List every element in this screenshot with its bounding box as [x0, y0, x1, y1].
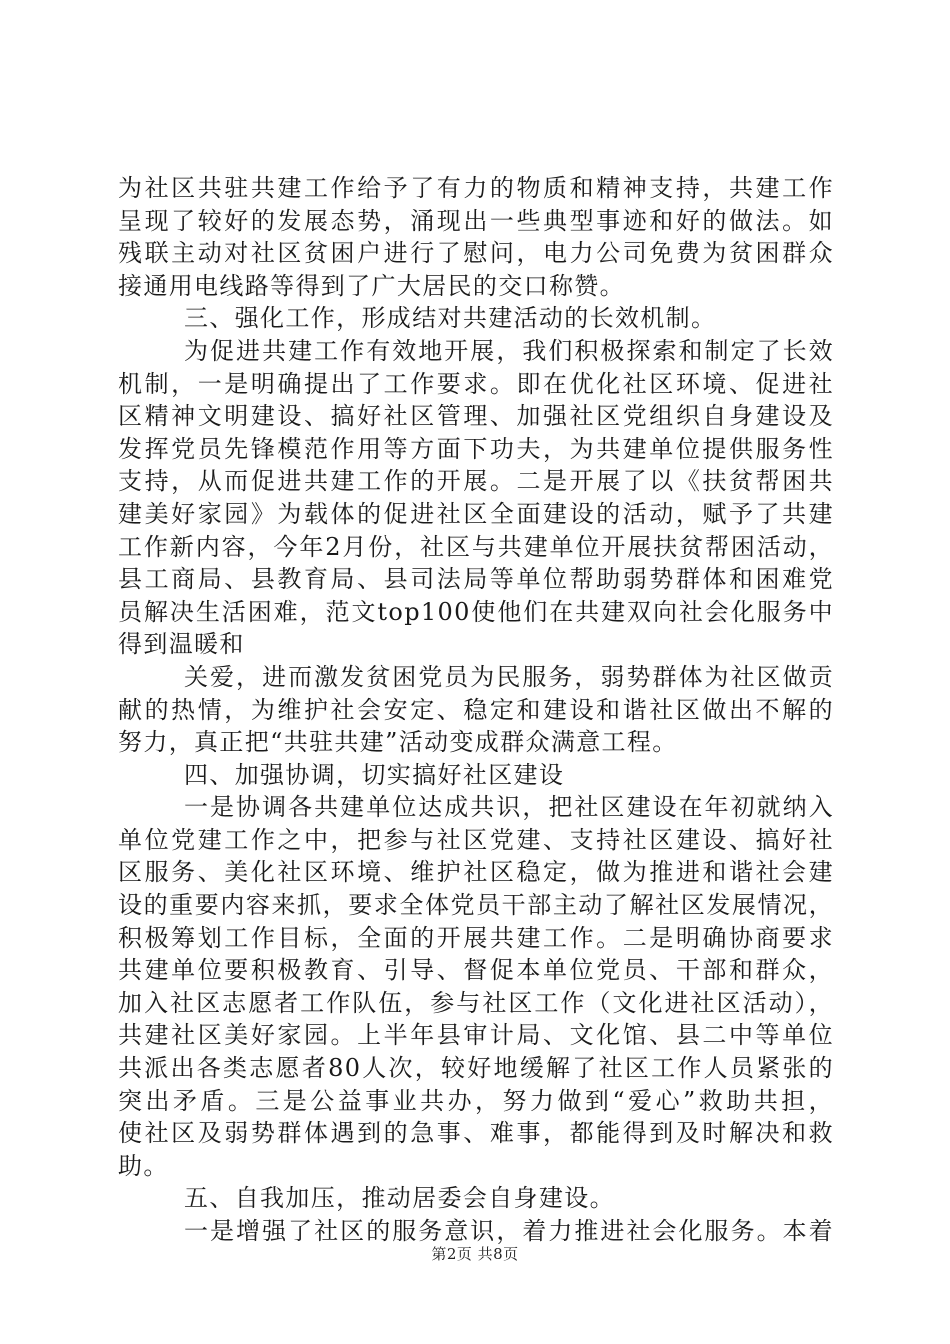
text-line: 单位党建工作之中，把参与社区党建、支持社区建设、搞好社: [118, 825, 834, 854]
text-line: 发挥党员先锋模范作用等方面下功夫，为共建单位提供服务性: [118, 434, 834, 463]
text-line: 工作新内容，今年2月份，社区与共建单位开展扶贫帮困活动，: [118, 532, 834, 561]
text-line: 呈现了较好的发展态势，涌现出一些典型事迹和好的做法。如: [118, 206, 834, 235]
text-line: 一是协调各共建单位达成共识，把社区建设在年初就纳入: [184, 793, 834, 822]
text-line: 设的重要内容来抓，要求全体党员干部主动了解社区发展情况，: [118, 891, 834, 920]
text-line: 努力，真正把“共驻共建”活动变成群众满意工程。: [118, 728, 678, 757]
text-line: 机制，一是明确提出了工作要求。即在优化社区环境、促进社: [118, 369, 834, 398]
text-line: 为促进共建工作有效地开展，我们积极探索和制定了长效: [184, 336, 834, 365]
text-line: 共建单位要积极教育、引导、督促本单位党员、干部和群众，: [118, 956, 834, 985]
text-line: 献的热情，为维护社会安定、稳定和建设和谐社区做出不解的: [118, 695, 834, 724]
text-line: 得到温暖和: [118, 630, 245, 659]
text-line: 使社区及弱势群体遇到的急事、难事，都能得到及时解决和救: [118, 1119, 834, 1148]
text-line: 支持，从而促进共建工作的开展。二是开展了以《扶贫帮困共: [118, 467, 834, 496]
text-line: 积极筹划工作目标，全面的开展共建工作。二是明确协商要求: [118, 923, 834, 952]
text-line: 一是增强了社区的服务意识，着力推进社会化服务。本着: [184, 1217, 834, 1245]
text-line: 关爱，进而激发贫困党员为民服务，弱势群体为社区做贡: [184, 662, 834, 691]
text-line: 为社区共驻共建工作给予了有力的物质和精神支持，共建工作: [118, 174, 834, 202]
text-line: 突出矛盾。三是公益事业共办，努力做到“爱心”救助共担，: [118, 1086, 834, 1115]
text-line: 五、自我加压，推动居委会自身建设。: [184, 1184, 615, 1213]
text-line: 三、强化工作，形成结对共建活动的长效机制。: [184, 304, 717, 333]
document-body: [118, 172, 834, 1248]
text-line: 接通用电线路等得到了广大居民的交口称赞。: [118, 271, 625, 300]
text-line: 区服务、美化社区环境、维护社区稳定，做为推进和谐社会建: [118, 858, 834, 887]
text-line: 助。: [118, 1151, 169, 1180]
text-line: 四、加强协调，切实搞好社区建设: [184, 760, 565, 789]
text-line: 共建社区美好家园。上半年县审计局、文化馆、县二中等单位: [118, 1021, 834, 1050]
text-line: 员解决生活困难，范文top100使他们在共建双向社会化服务中: [118, 597, 834, 626]
text-line: 建美好家园》为载体的促进社区全面建设的活动，赋予了共建: [118, 499, 834, 528]
page-footer: 第2页 共8页: [431, 1245, 519, 1263]
text-line: 残联主动对社区贫困户进行了慰问，电力公司免费为贫困群众: [118, 239, 834, 268]
text-line: 共派出各类志愿者80人次，较好地缓解了社区工作人员紧张的: [118, 1054, 834, 1083]
text-line: 加入社区志愿者工作队伍，参与社区工作（文化进社区活动），: [118, 988, 834, 1017]
text-line: 区精神文明建设、搞好社区管理、加强社区党组织自身建设及: [118, 402, 834, 431]
text-line: 县工商局、县教育局、县司法局等单位帮助弱势群体和困难党: [118, 565, 834, 594]
